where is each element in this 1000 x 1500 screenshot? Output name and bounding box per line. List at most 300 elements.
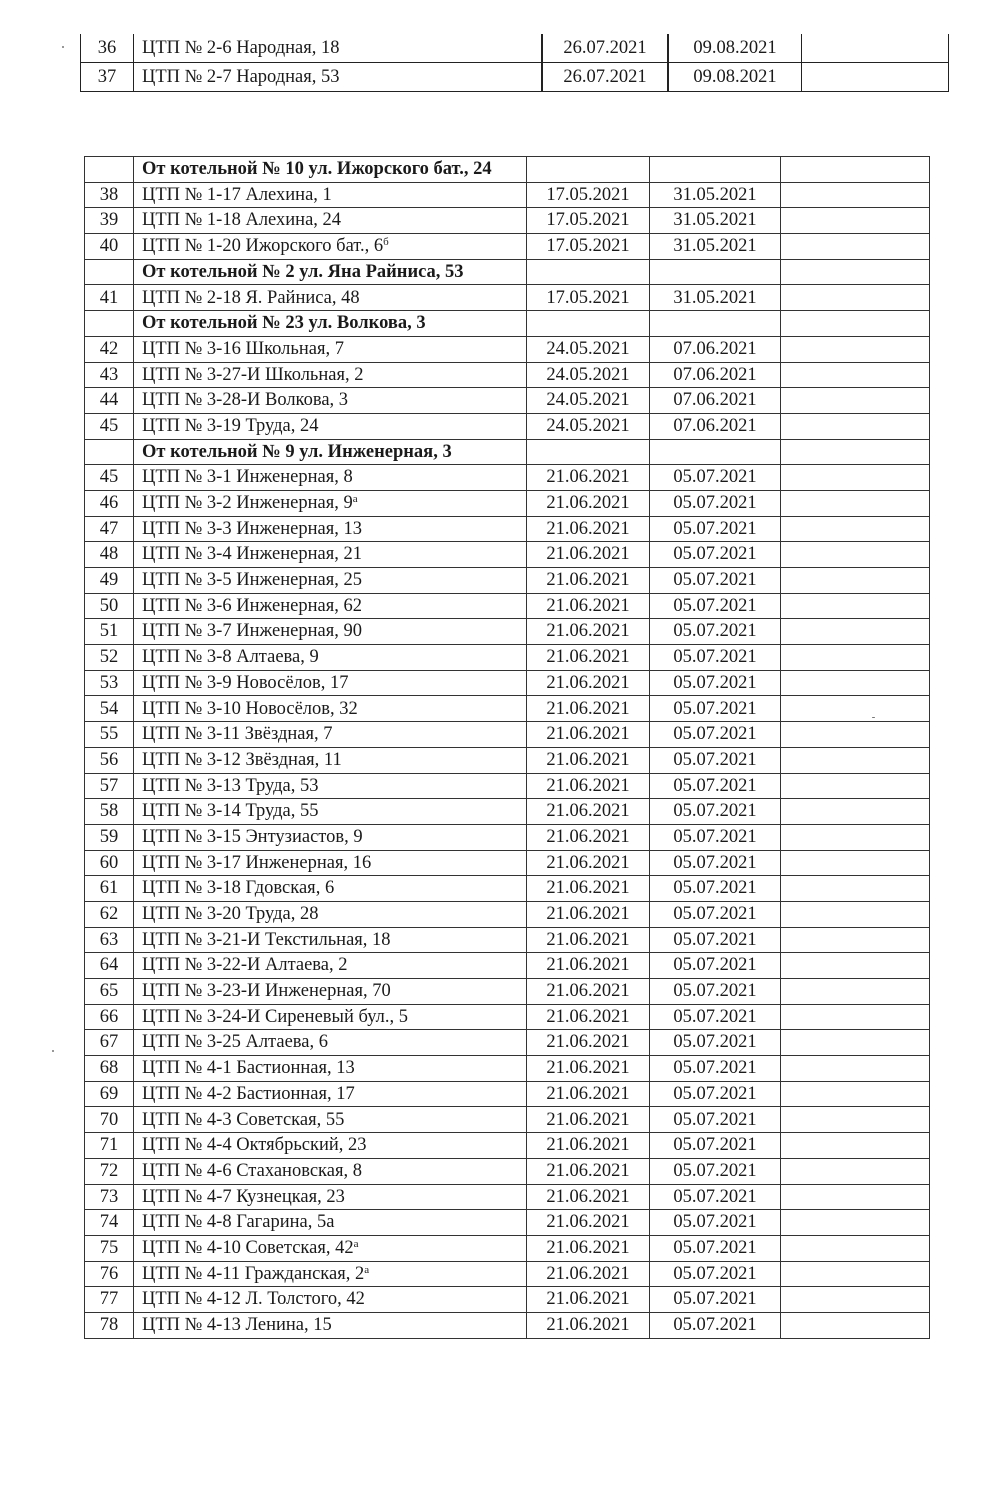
substation-name xyxy=(134,1030,527,1056)
end-date: 05.07.2021 xyxy=(650,1030,781,1056)
row-number: 57 xyxy=(85,773,134,799)
address-superscript: а xyxy=(352,493,358,506)
substation-name xyxy=(134,1184,527,1210)
substation-name-text: ЦТП № 3-23-И Инженерная, 70 xyxy=(142,981,391,1002)
table-row xyxy=(85,901,930,927)
substation-name xyxy=(134,208,527,234)
table-row xyxy=(85,413,930,439)
row-number: 62 xyxy=(85,901,134,927)
substation-name xyxy=(134,1261,527,1287)
row-number: 59 xyxy=(85,824,134,850)
row-number: 47 xyxy=(85,516,134,542)
section-title: От котельной № 23 ул. Волкова, 3 xyxy=(134,311,527,337)
substation-name-text: ЦТП № 4-4 Октябрьский, 23 xyxy=(142,1135,367,1156)
notes-cell xyxy=(781,1210,930,1236)
row-number: 41 xyxy=(85,285,134,311)
row-number: 51 xyxy=(85,619,134,645)
address-superscript: б xyxy=(383,236,389,249)
end-date xyxy=(650,311,781,337)
table-row xyxy=(85,953,930,979)
notes-cell xyxy=(781,747,930,773)
table-row xyxy=(85,876,930,902)
end-date: 05.07.2021 xyxy=(650,901,781,927)
start-date: 21.06.2021 xyxy=(527,979,650,1005)
end-date: 05.07.2021 xyxy=(650,1287,781,1313)
table-row xyxy=(85,1081,930,1107)
table-row xyxy=(85,208,930,234)
substation-name xyxy=(134,953,527,979)
table-row xyxy=(85,747,930,773)
end-date: 05.07.2021 xyxy=(650,850,781,876)
start-date: 24.05.2021 xyxy=(527,362,650,388)
row-number: 53 xyxy=(85,670,134,696)
end-date: 05.07.2021 xyxy=(650,747,781,773)
table-row xyxy=(85,1030,930,1056)
table-row xyxy=(85,722,930,748)
row-number: 37 xyxy=(81,63,134,92)
notes-cell xyxy=(802,34,949,63)
start-date: 21.06.2021 xyxy=(527,1184,650,1210)
table-row xyxy=(85,1107,930,1133)
substation-name-text: ЦТП № 3-25 Алтаева, 6 xyxy=(142,1032,328,1053)
row-number: 38 xyxy=(85,182,134,208)
start-date xyxy=(527,439,650,465)
end-date: 05.07.2021 xyxy=(650,516,781,542)
substation-name-text: ЦТП № 3-12 Звёздная, 11 xyxy=(142,749,342,770)
table-row xyxy=(85,1158,930,1184)
substation-name-text: ЦТП № 3-19 Труда, 24 xyxy=(142,415,319,436)
start-date: 21.06.2021 xyxy=(527,619,650,645)
start-date: 21.06.2021 xyxy=(527,1235,650,1261)
end-date xyxy=(650,157,781,183)
end-date: 07.06.2021 xyxy=(650,413,781,439)
substation-name xyxy=(134,362,527,388)
table-row xyxy=(85,1184,930,1210)
end-date: 05.07.2021 xyxy=(650,722,781,748)
end-date: 05.07.2021 xyxy=(650,1261,781,1287)
notes-cell xyxy=(781,593,930,619)
substation-name xyxy=(134,182,527,208)
start-date: 21.06.2021 xyxy=(527,824,650,850)
substation-name-text: ЦТП № 3-16 Школьная, 7 xyxy=(142,338,344,359)
substation-name-text: ЦТП № 3-1 Инженерная, 8 xyxy=(142,467,353,488)
notes-cell xyxy=(781,1030,930,1056)
substation-name xyxy=(134,1235,527,1261)
substation-name xyxy=(134,927,527,953)
end-date: 31.05.2021 xyxy=(650,208,781,234)
row-number: 39 xyxy=(85,208,134,234)
start-date xyxy=(527,311,650,337)
row-number: 45 xyxy=(85,465,134,491)
row-number: 49 xyxy=(85,568,134,594)
notes-cell xyxy=(781,285,930,311)
notes-cell xyxy=(781,1081,930,1107)
notes-cell xyxy=(781,1158,930,1184)
start-date: 21.06.2021 xyxy=(527,516,650,542)
start-date: 17.05.2021 xyxy=(527,234,650,260)
notes-cell xyxy=(781,208,930,234)
table-row xyxy=(85,336,930,362)
substation-name-text: ЦТП № 3-24-И Сиреневый бул., 5 xyxy=(142,1006,408,1027)
substation-name xyxy=(134,979,527,1005)
substation-name xyxy=(134,747,527,773)
substation-name xyxy=(134,722,527,748)
substation-name xyxy=(134,645,527,671)
substation-name xyxy=(134,824,527,850)
table-row xyxy=(85,542,930,568)
row-number xyxy=(85,157,134,183)
substation-name-text: ЦТП № 4-8 Гагарина, 5а xyxy=(142,1212,335,1233)
row-number: 55 xyxy=(85,722,134,748)
notes-cell xyxy=(781,1133,930,1159)
section-title: От котельной № 9 ул. Инженерная, 3 xyxy=(134,439,527,465)
substation-name-text: ЦТП № 3-5 Инженерная, 25 xyxy=(142,570,362,591)
substation-name xyxy=(134,876,527,902)
table-row xyxy=(85,619,930,645)
table-row xyxy=(85,927,930,953)
substation-name xyxy=(134,593,527,619)
start-date: 21.06.2021 xyxy=(527,799,650,825)
substation-name-text: ЦТП № 3-22-И Алтаева, 2 xyxy=(142,955,348,976)
row-number: 73 xyxy=(85,1184,134,1210)
start-date: 21.06.2021 xyxy=(527,850,650,876)
notes-cell xyxy=(781,824,930,850)
notes-cell xyxy=(781,773,930,799)
end-date: 07.06.2021 xyxy=(650,336,781,362)
start-date: 21.06.2021 xyxy=(527,722,650,748)
row-number: 60 xyxy=(85,850,134,876)
start-date xyxy=(527,259,650,285)
end-date: 09.08.2021 xyxy=(668,34,802,63)
substation-name xyxy=(134,1056,527,1082)
notes-cell xyxy=(781,799,930,825)
table-row xyxy=(85,824,930,850)
start-date: 21.06.2021 xyxy=(527,645,650,671)
end-date: 05.07.2021 xyxy=(650,1133,781,1159)
notes-cell xyxy=(781,568,930,594)
end-date: 31.05.2021 xyxy=(650,182,781,208)
notes-cell xyxy=(781,259,930,285)
notes-cell xyxy=(781,1261,930,1287)
substation-name-text: ЦТП № 3-4 Инженерная, 21 xyxy=(142,544,362,565)
substation-name-text: ЦТП № 3-13 Труда, 53 xyxy=(142,775,319,796)
table-row xyxy=(85,388,930,414)
scan-speck xyxy=(52,1050,54,1052)
notes-cell xyxy=(781,850,930,876)
substation-name-text: ЦТП № 3-14 Труда, 55 xyxy=(142,801,319,822)
notes-cell xyxy=(781,1107,930,1133)
end-date: 05.07.2021 xyxy=(650,824,781,850)
end-date: 05.07.2021 xyxy=(650,979,781,1005)
row-number xyxy=(85,259,134,285)
notes-cell xyxy=(781,465,930,491)
start-date: 21.06.2021 xyxy=(527,876,650,902)
end-date: 05.07.2021 xyxy=(650,1004,781,1030)
substation-name-text: ЦТП № 3-20 Труда, 28 xyxy=(142,904,319,925)
row-number: 42 xyxy=(85,336,134,362)
notes-cell xyxy=(802,63,949,92)
notes-cell xyxy=(781,901,930,927)
notes-cell xyxy=(781,1312,930,1338)
substation-name-text: ЦТП № 3-28-И Волкова, 3 xyxy=(142,390,349,411)
end-date: 05.07.2021 xyxy=(650,645,781,671)
end-date: 31.05.2021 xyxy=(650,285,781,311)
start-date: 26.07.2021 xyxy=(542,34,668,63)
row-number: 69 xyxy=(85,1081,134,1107)
notes-cell xyxy=(781,1184,930,1210)
start-date: 21.06.2021 xyxy=(527,1107,650,1133)
scan-speck xyxy=(872,717,875,718)
row-number: 75 xyxy=(85,1235,134,1261)
notes-cell xyxy=(781,722,930,748)
substation-name xyxy=(134,1081,527,1107)
row-number: 43 xyxy=(85,362,134,388)
row-number xyxy=(85,311,134,337)
substation-name xyxy=(134,516,527,542)
start-date: 21.06.2021 xyxy=(527,1030,650,1056)
start-date: 21.06.2021 xyxy=(527,1287,650,1313)
substation-name-text: ЦТП № 3-11 Звёздная, 7 xyxy=(142,724,333,745)
table-row xyxy=(85,285,930,311)
start-date: 21.06.2021 xyxy=(527,1210,650,1236)
substation-name xyxy=(134,336,527,362)
row-number: 72 xyxy=(85,1158,134,1184)
notes-cell xyxy=(781,490,930,516)
substation-name xyxy=(134,1312,527,1338)
substation-name xyxy=(134,388,527,414)
start-date: 17.05.2021 xyxy=(527,208,650,234)
substation-name xyxy=(134,799,527,825)
start-date: 21.06.2021 xyxy=(527,1133,650,1159)
substation-name xyxy=(134,1210,527,1236)
table-row xyxy=(85,593,930,619)
start-date: 24.05.2021 xyxy=(527,336,650,362)
notes-cell xyxy=(781,1287,930,1313)
substation-name xyxy=(134,670,527,696)
notes-cell xyxy=(781,362,930,388)
start-date: 21.06.2021 xyxy=(527,696,650,722)
scan-speck xyxy=(62,46,64,48)
start-date: 21.06.2021 xyxy=(527,927,650,953)
table-row xyxy=(85,1287,930,1313)
start-date: 21.06.2021 xyxy=(527,670,650,696)
substation-name-text: ЦТП № 4-12 Л. Толстого, 42 xyxy=(142,1289,365,1310)
row-number: 76 xyxy=(85,1261,134,1287)
end-date: 05.07.2021 xyxy=(650,490,781,516)
row-number: 71 xyxy=(85,1133,134,1159)
start-date: 21.06.2021 xyxy=(527,773,650,799)
substation-name xyxy=(134,1133,527,1159)
section-header-row xyxy=(85,439,930,465)
start-date: 24.05.2021 xyxy=(527,388,650,414)
end-date: 05.07.2021 xyxy=(650,1056,781,1082)
table-row xyxy=(85,362,930,388)
end-date: 05.07.2021 xyxy=(650,670,781,696)
end-date xyxy=(650,259,781,285)
substation-name xyxy=(134,542,527,568)
substation-name-text: ЦТП № 3-17 Инженерная, 16 xyxy=(142,852,372,873)
end-date: 05.07.2021 xyxy=(650,1312,781,1338)
notes-cell xyxy=(781,388,930,414)
notes-cell xyxy=(781,927,930,953)
substation-name-text: ЦТП № 1-20 Ижорского бат., 6 xyxy=(142,236,384,257)
substation-name-text: ЦТП № 2-18 Я. Райниса, 48 xyxy=(142,287,360,308)
notes-cell xyxy=(781,953,930,979)
substation-name xyxy=(134,773,527,799)
table-row xyxy=(85,465,930,491)
row-number: 74 xyxy=(85,1210,134,1236)
substation-name-text: ЦТП № 3-8 Алтаева, 9 xyxy=(142,647,319,668)
start-date: 21.06.2021 xyxy=(527,1312,650,1338)
start-date: 21.06.2021 xyxy=(527,953,650,979)
end-date: 05.07.2021 xyxy=(650,927,781,953)
table-row xyxy=(85,979,930,1005)
section-title: От котельной № 2 ул. Яна Райниса, 53 xyxy=(134,259,527,285)
end-date: 05.07.2021 xyxy=(650,1184,781,1210)
substation-name xyxy=(134,490,527,516)
section-title: От котельной № 10 ул. Ижорского бат., 24 xyxy=(134,157,527,183)
row-number: 40 xyxy=(85,234,134,260)
start-date: 26.07.2021 xyxy=(542,63,668,92)
substation-name-text: ЦТП № 4-2 Бастионная, 17 xyxy=(142,1083,355,1104)
notes-cell xyxy=(781,696,930,722)
start-date: 21.06.2021 xyxy=(527,1081,650,1107)
table-row xyxy=(85,1261,930,1287)
end-date: 05.07.2021 xyxy=(650,799,781,825)
substation-name-text: ЦТП № 3-3 Инженерная, 13 xyxy=(142,518,362,539)
substation-name-text: ЦТП № 3-27-И Школьная, 2 xyxy=(142,364,364,385)
table-row xyxy=(85,490,930,516)
notes-cell xyxy=(781,670,930,696)
start-date: 21.06.2021 xyxy=(527,542,650,568)
start-date: 21.06.2021 xyxy=(527,568,650,594)
end-date: 05.07.2021 xyxy=(650,619,781,645)
notes-cell xyxy=(781,439,930,465)
substation-name xyxy=(134,1287,527,1313)
row-number: 61 xyxy=(85,876,134,902)
substation-name: ЦТП № 2-7 Народная, 53 xyxy=(134,63,543,92)
table-row xyxy=(85,1235,930,1261)
substation-name xyxy=(134,568,527,594)
substation-name-text: ЦТП № 4-1 Бастионная, 13 xyxy=(142,1058,355,1079)
notes-cell xyxy=(781,234,930,260)
row-number: 65 xyxy=(85,979,134,1005)
substation-name-text: ЦТП № 4-13 Ленина, 15 xyxy=(142,1315,332,1336)
start-date: 17.05.2021 xyxy=(527,182,650,208)
address-superscript: а xyxy=(353,1237,359,1250)
substation-name xyxy=(134,850,527,876)
end-date: 05.07.2021 xyxy=(650,773,781,799)
substation-name-text: ЦТП № 3-7 Инженерная, 90 xyxy=(142,621,362,642)
row-number: 56 xyxy=(85,747,134,773)
section-header-row xyxy=(85,157,930,183)
notes-cell xyxy=(781,645,930,671)
section-header-row xyxy=(85,259,930,285)
table-row xyxy=(85,1004,930,1030)
substation-name-text: ЦТП № 4-10 Советская, 42 xyxy=(142,1237,354,1258)
start-date: 24.05.2021 xyxy=(527,413,650,439)
start-date: 21.06.2021 xyxy=(527,1261,650,1287)
address-superscript: а xyxy=(364,1263,370,1276)
notes-cell xyxy=(781,311,930,337)
row-number: 67 xyxy=(85,1030,134,1056)
table-row xyxy=(85,1056,930,1082)
substation-name-text: ЦТП № 3-6 Инженерная, 62 xyxy=(142,595,362,616)
end-date xyxy=(650,439,781,465)
start-date xyxy=(527,157,650,183)
substation-name-text: ЦТП № 3-9 Новосёлов, 17 xyxy=(142,672,349,693)
substation-name xyxy=(134,1107,527,1133)
substation-name xyxy=(134,619,527,645)
start-date: 21.06.2021 xyxy=(527,901,650,927)
row-number: 77 xyxy=(85,1287,134,1313)
row-number: 45 xyxy=(85,413,134,439)
schedule-table xyxy=(84,156,930,1339)
table-row xyxy=(85,696,930,722)
row-number: 50 xyxy=(85,593,134,619)
start-date: 21.06.2021 xyxy=(527,747,650,773)
substation-name-text: ЦТП № 4-3 Советская, 55 xyxy=(142,1109,345,1130)
row-number: 66 xyxy=(85,1004,134,1030)
end-date: 05.07.2021 xyxy=(650,876,781,902)
table-row xyxy=(85,773,930,799)
row-number: 68 xyxy=(85,1056,134,1082)
row-number xyxy=(85,439,134,465)
row-number: 63 xyxy=(85,927,134,953)
substation-name xyxy=(134,465,527,491)
end-date: 05.07.2021 xyxy=(650,593,781,619)
start-date: 21.06.2021 xyxy=(527,1158,650,1184)
start-date: 21.06.2021 xyxy=(527,593,650,619)
table-row xyxy=(85,1312,930,1338)
row-number: 78 xyxy=(85,1312,134,1338)
substation-name-text: ЦТП № 1-17 Алехина, 1 xyxy=(142,184,332,205)
row-number: 46 xyxy=(85,490,134,516)
substation-name xyxy=(134,234,527,260)
notes-cell xyxy=(781,1235,930,1261)
start-date: 21.06.2021 xyxy=(527,1004,650,1030)
row-number: 36 xyxy=(81,34,134,63)
table-row xyxy=(85,850,930,876)
table-row xyxy=(85,799,930,825)
table-row xyxy=(85,645,930,671)
end-date: 05.07.2021 xyxy=(650,542,781,568)
row-number: 64 xyxy=(85,953,134,979)
notes-cell xyxy=(781,182,930,208)
table-row xyxy=(85,1133,930,1159)
substation-name xyxy=(134,901,527,927)
end-date: 05.07.2021 xyxy=(650,696,781,722)
end-date: 05.07.2021 xyxy=(650,1158,781,1184)
row-number: 58 xyxy=(85,799,134,825)
substation-name-text: ЦТП № 3-15 Энтузиастов, 9 xyxy=(142,826,363,847)
end-date: 05.07.2021 xyxy=(650,953,781,979)
notes-cell xyxy=(781,336,930,362)
substation-name-text: ЦТП № 4-6 Стахановская, 8 xyxy=(142,1160,362,1181)
end-date: 07.06.2021 xyxy=(650,388,781,414)
notes-cell xyxy=(781,157,930,183)
start-date: 17.05.2021 xyxy=(527,285,650,311)
substation-name xyxy=(134,413,527,439)
notes-cell xyxy=(781,876,930,902)
end-date: 09.08.2021 xyxy=(668,63,802,92)
start-date: 21.06.2021 xyxy=(527,490,650,516)
substation-name-text: ЦТП № 4-7 Кузнецкая, 23 xyxy=(142,1186,345,1207)
substation-name-text: ЦТП № 3-21-И Текстильная, 18 xyxy=(142,929,391,950)
row-number: 44 xyxy=(85,388,134,414)
table-row xyxy=(85,516,930,542)
notes-cell xyxy=(781,516,930,542)
